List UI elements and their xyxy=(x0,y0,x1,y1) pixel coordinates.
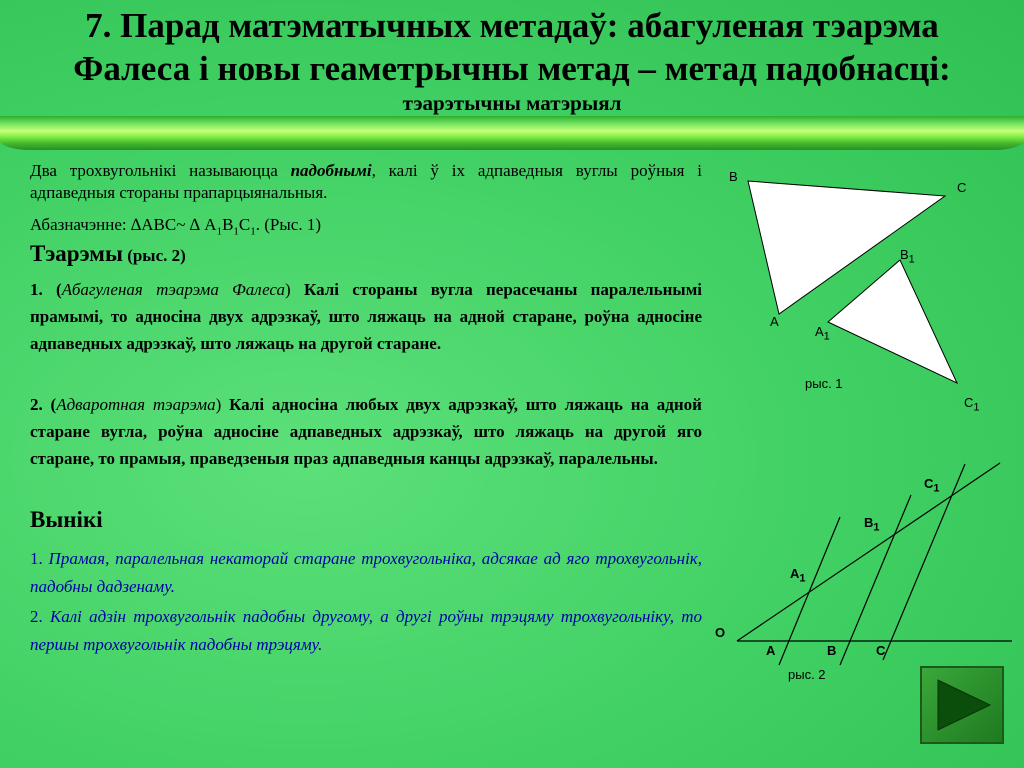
fig1-label-b1: $В_1$ xyxy=(900,247,915,266)
fig1-label-c: С xyxy=(957,180,967,195)
fig1-label-b: В xyxy=(729,169,738,184)
fig2-label-c: С xyxy=(876,643,886,658)
fig2-label-o: О xyxy=(715,625,726,640)
fig2-label-a: А xyxy=(766,643,776,658)
definition-paragraph: Два трохвугольнікі называюцца падобнымі, калі ў іх адпаведныя вуглы роўныя і адпаведныя стораны прапарцыянальныя. xyxy=(30,161,702,202)
term-similar: падобнымі xyxy=(290,161,372,180)
fig2-label-b1: $В_1$ xyxy=(864,515,880,534)
fig2-caption: рыс. 2 xyxy=(788,667,826,682)
theorem-1: 1. (Абагуленая тэарэма Фалеса) Калі стораны вугла перасечаны паралельнымі прамымі, то адносіна двух адрэзкаў, што ляжаць на адной старане, роўна адносіне адпаведных адрэзкаў, што ляжаць на другой старане. xyxy=(30,280,702,353)
next-slide-button[interactable] xyxy=(920,666,1004,744)
triangle-a1b1c1 xyxy=(828,260,957,383)
fig1-label-a1: $А_1$ xyxy=(815,324,830,343)
title-line-2: Фалеса і новы геаметрычны метад – метад падобнасці: xyxy=(73,49,951,88)
theorem-2: 2. (Адваротная тэарэма) Калі адносіна любых двух адрэзкаў, што ляжаць на адной старане вугла, роўна адносіне адпаведных адрэзкаў, што ляжаць на другой яго старане, то прамыя, праведзеныя праз адпаведныя канцы адрэзкаў, паралельны. xyxy=(30,395,702,468)
fig2-label-b: В xyxy=(827,643,837,658)
fig1-caption: рыс. 1 xyxy=(805,376,843,391)
notation-line: Абазначэнне: ∆АВС~ ∆ $А_1В_1С_1$. (Рыс. 1) xyxy=(30,215,322,238)
angle-side-oblique xyxy=(737,463,1000,641)
fig1-label-a: А xyxy=(770,314,779,329)
title-line-1: 7. Парад матэматычных метадаў: абагуленая тэарэма xyxy=(85,6,939,45)
conclusion-1: 1. Прамая, паралельная некаторай старане трохвугольніка, адсякае ад яго трохвугольнік, падобны дадзенаму. xyxy=(30,549,702,596)
slide-subtitle: тэарэтычны матэрыял xyxy=(402,91,622,115)
conclusions-heading: Вынікі xyxy=(30,507,103,532)
fig1-label-c1: $С_1$ xyxy=(964,395,980,414)
fig2-label-c1: $С_1$ xyxy=(924,476,940,495)
theorems-heading: Тэарэмы (рыс. 2) xyxy=(30,241,186,266)
fig2-label-a1: $А_1$ xyxy=(790,566,806,585)
conclusion-2: 2. Калі адзін трохвугольнік падобны другому, а другі роўны трэцяму трохвугольніку, то першы трохвугольнік падобны трэцяму. xyxy=(30,607,703,654)
play-triangle-icon xyxy=(922,668,1002,742)
